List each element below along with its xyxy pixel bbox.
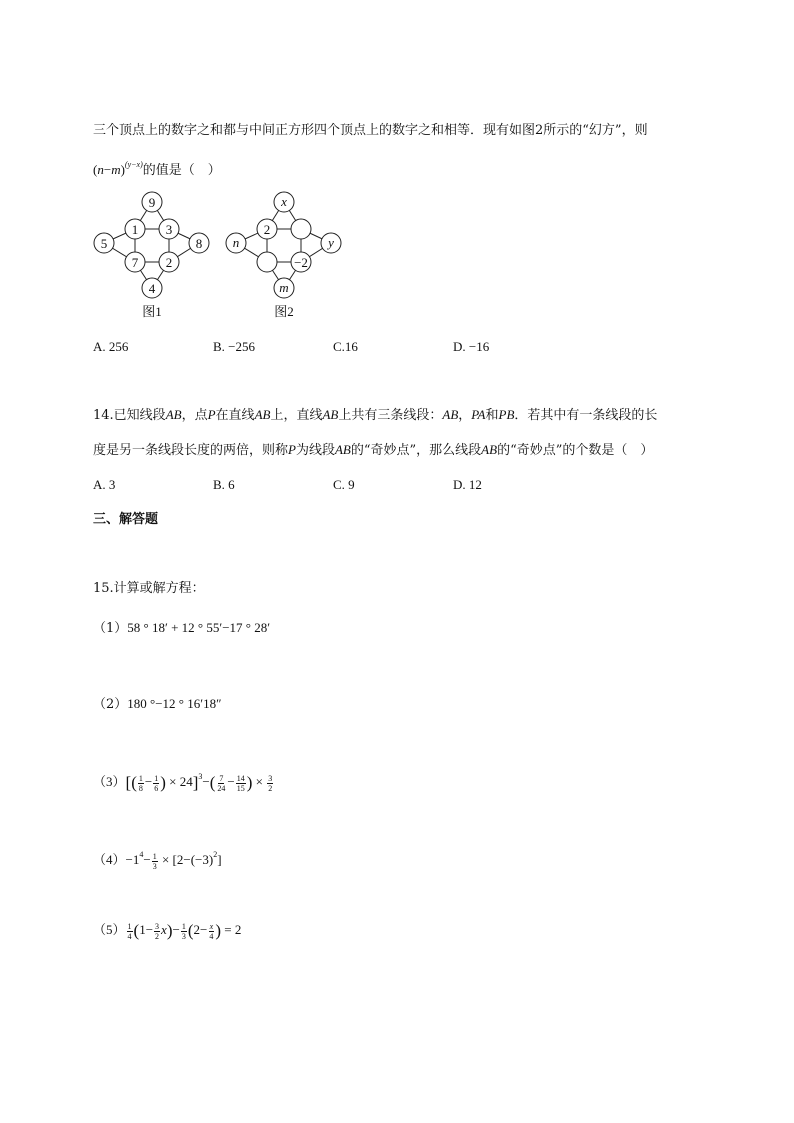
magic-figure-2 [220,188,350,323]
q13-intro: 三个顶点上的数字之和都与中间正方形四个顶点上的数字之和相等．现有如图2所示的“幻方”，则 [93,123,648,138]
q14-line-2: 度是另一条线段长度的两倍，则称P为线段AB的“奇妙点”，那么线段AB的“奇妙点”的个数是（ ） [93,442,654,458]
q15-part-1: （1）58 ° 18′ + 12 ° 55′−17 ° 28′ [93,620,271,636]
fig2-caption: 图2 [274,304,294,319]
magic-figure-1 [88,188,218,323]
q13-expression: $(n-m)^{(y-x)}$的值是（ ） [93,160,221,178]
svg-text:7: 7 [131,255,139,270]
q15-part-4: $(4)-1^4-$ $\frac{1}{3}$ × $[2-(-3)^2]$ [93,850,222,871]
q15-part-3: （3）[( $\frac{1}{8}$ − $\frac{1}{6}$ ) × 24]$^3$−( $\frac{7}{24}$ − $\frac{14}{15}$ ) × $\frac{3}{2}$ [93,772,273,793]
svg-text:1: 1 [131,222,139,237]
fig2-node-upper-right [291,219,311,239]
svg-text:2: 2 [263,222,271,237]
q15-part-2: （2）180 °−12 ° 16′18″ [93,696,222,712]
q13-option-b: B. −256 [213,339,256,354]
svg-text:−2: −2 [294,255,308,270]
q14-option-d: D. 12 [453,477,482,492]
q14-line-1: 14.已知线段AB，点P在直线AB上，直线AB上共有三条线段：AB，PA和PB．若其中有一条线段的长 [93,407,658,423]
svg-text:2: 2 [165,255,173,270]
svg-text:5: 5 [100,236,108,251]
q13-option-d: D. −16 [453,339,490,354]
svg-text:x: x [281,194,287,209]
q15-part-5: （5） $\frac{1}{4}$ (1− $\frac{3}{2}$ x)− $\frac{1}{3}$ (2− $\frac{x}{4}$ ) = 2 [93,921,242,941]
fig2-node-lower-left [257,252,277,272]
section-title: 三、解答题 [93,512,159,527]
q13-option-c: C.16 [333,339,358,354]
svg-text:m: m [279,280,289,295]
svg-text:8: 8 [195,236,203,251]
q13-option-a: A. 256 [93,339,129,354]
q14-option-b: B. 6 [213,477,235,492]
fig1-caption: 图1 [142,304,162,319]
q15-title: 15.计算或解方程： [93,581,205,596]
svg-text:n: n [232,235,240,250]
svg-text:y: y [328,235,334,250]
q14-option-a: A. 3 [93,477,116,492]
svg-text:9: 9 [148,195,156,210]
svg-text:3: 3 [165,222,173,237]
svg-text:4: 4 [148,281,156,296]
q14-option-c: C. 9 [333,477,355,492]
